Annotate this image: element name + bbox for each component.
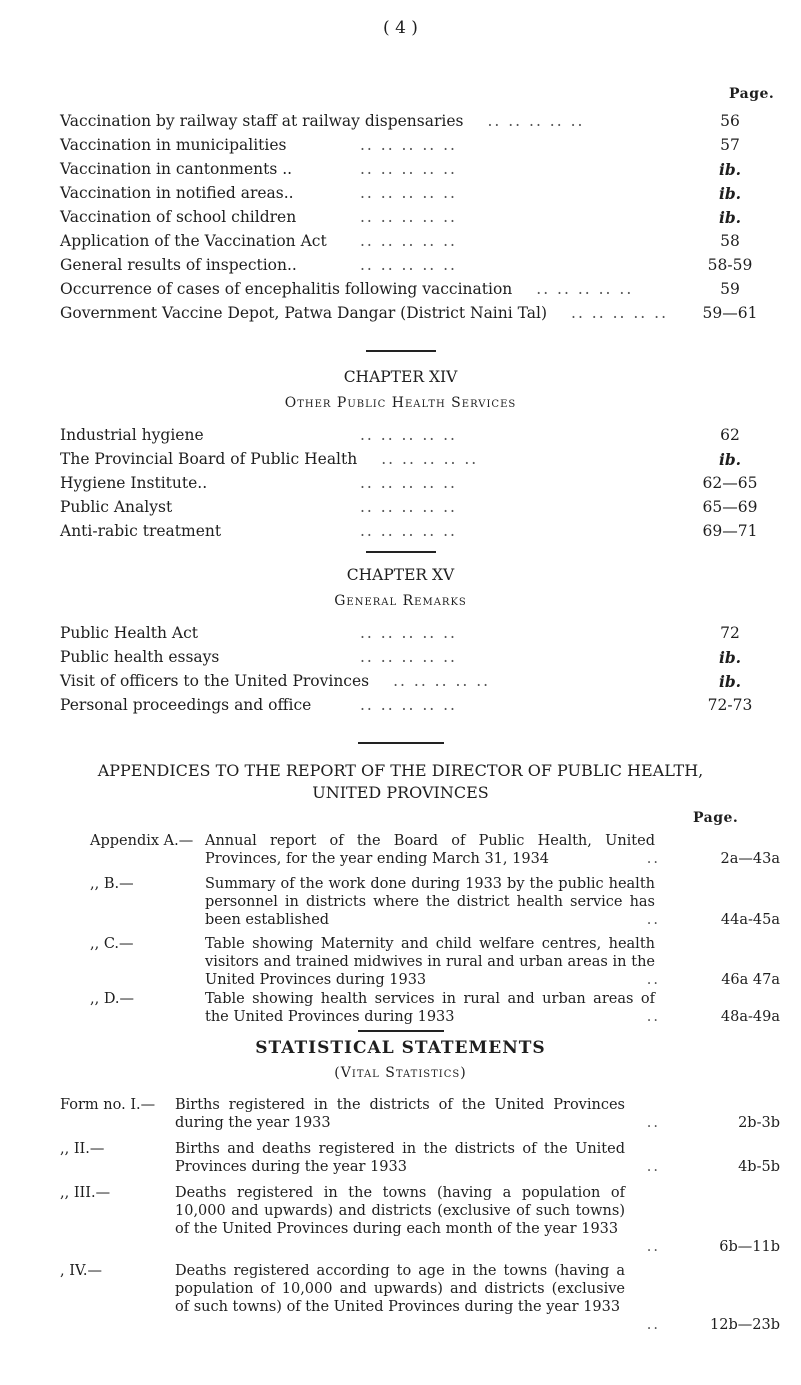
divider: [358, 1030, 444, 1032]
toc-entry-title: Application of the Vaccination Act: [60, 232, 327, 250]
toc-entry: [60, 160, 770, 184]
entry-page: 46a 47a: [721, 972, 780, 988]
entry-label: ,, III.—: [60, 1185, 111, 1201]
entry-page: 12b—23b: [710, 1317, 780, 1333]
toc-entry-page: 72: [720, 624, 740, 642]
toc-entry-title: Vaccination of school children: [60, 208, 297, 226]
toc-entry: [60, 232, 770, 256]
entry-label: ,, C.—: [90, 936, 134, 952]
toc-entry: [60, 136, 770, 160]
toc-entry: [60, 280, 770, 304]
toc-entry: [60, 426, 770, 450]
toc-entry: [60, 184, 770, 208]
appendices-title: [10, 760, 791, 804]
toc-entry-title: Public health essays: [60, 648, 220, 666]
toc-section-chapter-14: [60, 426, 770, 546]
leader-dots: ..: [646, 851, 660, 867]
entry-text: Deaths registered according to age in the towns (having a population of 10,000 and upwards) and districts (exclusive of such towns) of the United Provinces during the year 1933: [175, 1263, 625, 1315]
leader-dots: .. .. .. .. ..: [571, 304, 668, 322]
toc-entry-page: 62: [720, 426, 740, 444]
toc-entry-title: Visit of officers to the United Provinces: [60, 672, 370, 690]
toc-entry-title: Vaccination in notified areas..: [60, 184, 294, 202]
entry-label: ,, II.—: [60, 1141, 105, 1157]
leader-dots: .. .. .. .. ..: [360, 160, 457, 178]
toc-entry-page: 62—65: [702, 474, 758, 492]
chapter-15-title: CHAPTER XV: [346, 566, 455, 584]
chapter-14-subtitle: Other Public Health Services: [284, 395, 517, 411]
appendices-title-line1: APPENDICES TO THE REPORT OF THE DIRECTOR OF PUBLIC HEALTH,: [97, 761, 704, 780]
entry-text: Deaths registered in the towns (having a population of 10,000 and upwards) and districts (exclusive of such towns) of the United Provinces during each month of the year 1933: [175, 1185, 625, 1237]
leader-dots: ..: [646, 1159, 660, 1175]
leader-dots: .. .. .. .. ..: [381, 450, 479, 468]
entry-page: 6b—11b: [719, 1239, 780, 1255]
toc-entry-title: Vaccination by railway staff at railway dispensaries: [60, 112, 464, 130]
toc-entry: [60, 648, 770, 672]
appendices-title-line2: UNITED PROVINCES: [312, 783, 489, 802]
entry-text: Summary of the work done during 1933 by the public health personnel in districts where the district health service has been established: [205, 876, 655, 928]
toc-entry-page: ib.: [718, 450, 742, 469]
entry-label: ,, B.—: [90, 876, 134, 892]
toc-entry-title: General results of inspection..: [60, 256, 297, 274]
toc-entry-title: Occurrence of cases of encephalitis following vaccination: [60, 280, 513, 298]
leader-dots: .. .. .. .. ..: [360, 256, 457, 274]
entry-page: 2a—43a: [720, 851, 780, 867]
leader-dots: ..: [646, 1239, 660, 1255]
toc-entry: [60, 474, 770, 498]
entry-page: 4b-5b: [738, 1159, 780, 1175]
toc-entry: [60, 112, 770, 136]
toc-entry-page: ib.: [718, 672, 742, 691]
toc-entry-page: 72-73: [707, 696, 753, 714]
toc-entry-title: Vaccination in cantonments ..: [60, 160, 293, 178]
leader-dots: .. .. .. .. ..: [360, 426, 457, 444]
leader-dots: .. .. .. .. ..: [360, 184, 457, 202]
toc-page-column-heading: Page.: [729, 86, 775, 102]
entry-page: 48a-49a: [720, 1009, 780, 1025]
leader-dots: .. .. .. .. ..: [393, 672, 491, 690]
toc-entry-title: Personal proceedings and office: [60, 696, 312, 714]
toc-entry-page: 58-59: [707, 256, 753, 274]
entry-text: Table showing health services in rural and urban areas of the United Provinces during 1933: [205, 991, 655, 1025]
toc-entry-title: Anti-rabic treatment: [60, 522, 222, 540]
toc-entry: [60, 672, 770, 696]
toc-entry: [60, 624, 770, 648]
toc-entry: [60, 450, 770, 474]
toc-entry-title: Vaccination in municipalities: [60, 136, 287, 154]
toc-entry-page: ib.: [718, 160, 742, 179]
toc-entry-title: Public Analyst: [60, 498, 173, 516]
leader-dots: .. .. .. .. ..: [536, 280, 634, 298]
toc-entry-page: 58: [720, 232, 740, 250]
toc-entry-page: ib.: [718, 184, 742, 203]
toc-section-vaccination: [60, 112, 770, 328]
leader-dots: ..: [646, 1009, 660, 1025]
entry-page: 44a-45a: [720, 912, 780, 928]
appendices-page-heading: Page.: [693, 810, 739, 826]
entry-label: Appendix A.—: [90, 833, 194, 849]
toc-entry-title: Industrial hygiene: [60, 426, 204, 444]
toc-entry-title: Government Vaccine Depot, Patwa Dangar (District Naini Tal): [60, 304, 548, 322]
leader-dots: .. .. .. .. ..: [360, 522, 457, 540]
leader-dots: .. .. .. .. ..: [360, 498, 457, 516]
toc-entry: [60, 208, 770, 232]
leader-dots: .. .. .. .. ..: [360, 136, 457, 154]
toc-entry-page: 69—71: [702, 522, 758, 540]
statistical-statements-subtitle: (Vital Statistics): [334, 1065, 467, 1081]
divider: [366, 551, 436, 553]
leader-dots: ..: [646, 1317, 660, 1333]
entry-text: Annual report of the Board of Public Health, United Provinces, for the year ending March 31, 1934: [205, 833, 655, 867]
entry-text: Table showing Maternity and child welfare centres, health visitors and trained midwives in rural and urban areas in the United Provinces during 1933: [205, 936, 655, 988]
toc-entry-title: Hygiene Institute..: [60, 474, 208, 492]
entry-text: Births registered in the districts of the United Provinces during the year 1933: [175, 1097, 625, 1131]
leader-dots: .. .. .. .. ..: [360, 696, 457, 714]
toc-entry-title: Public Health Act: [60, 624, 198, 642]
leader-dots: ..: [646, 912, 660, 928]
chapter-15-subtitle: General Remarks: [334, 593, 467, 609]
toc-entry: [60, 256, 770, 280]
toc-entry-page: 59—61: [702, 304, 758, 322]
toc-entry: [60, 498, 770, 522]
toc-section-chapter-15: [60, 624, 770, 720]
toc-entry-title: The Provincial Board of Public Health: [60, 450, 358, 468]
leader-dots: .. .. .. .. ..: [360, 648, 457, 666]
page-number: ( 4 ): [383, 18, 418, 38]
toc-entry-page: ib.: [718, 648, 742, 667]
entry-page: 2b-3b: [738, 1115, 780, 1131]
leader-dots: .. .. .. .. ..: [360, 208, 457, 226]
toc-entry-page: ib.: [718, 208, 742, 227]
leader-dots: .. .. .. .. ..: [360, 474, 457, 492]
divider: [366, 350, 436, 352]
toc-entry-page: 65—69: [702, 498, 758, 516]
toc-entry-page: 56: [720, 112, 740, 130]
statistical-statements-title: STATISTICAL STATEMENTS: [255, 1038, 546, 1058]
toc-entry: [60, 696, 770, 720]
entry-label: ,, D.—: [90, 991, 135, 1007]
entry-text: Births and deaths registered in the districts of the United Provinces during the year 1933: [175, 1141, 625, 1175]
leader-dots: .. .. .. .. ..: [360, 624, 457, 642]
divider: [358, 742, 444, 744]
toc-entry: [60, 304, 770, 328]
entry-label: Form no. I.—: [60, 1097, 156, 1113]
leader-dots: ..: [646, 972, 660, 988]
leader-dots: .. .. .. .. ..: [487, 112, 585, 130]
chapter-14-title: CHAPTER XIV: [343, 368, 458, 386]
toc-entry-page: 59: [720, 280, 740, 298]
entry-label: , IV.—: [60, 1263, 102, 1279]
toc-entry-page: 57: [720, 136, 740, 154]
leader-dots: .. .. .. .. ..: [360, 232, 457, 250]
toc-entry: [60, 522, 770, 546]
leader-dots: ..: [646, 1115, 660, 1131]
